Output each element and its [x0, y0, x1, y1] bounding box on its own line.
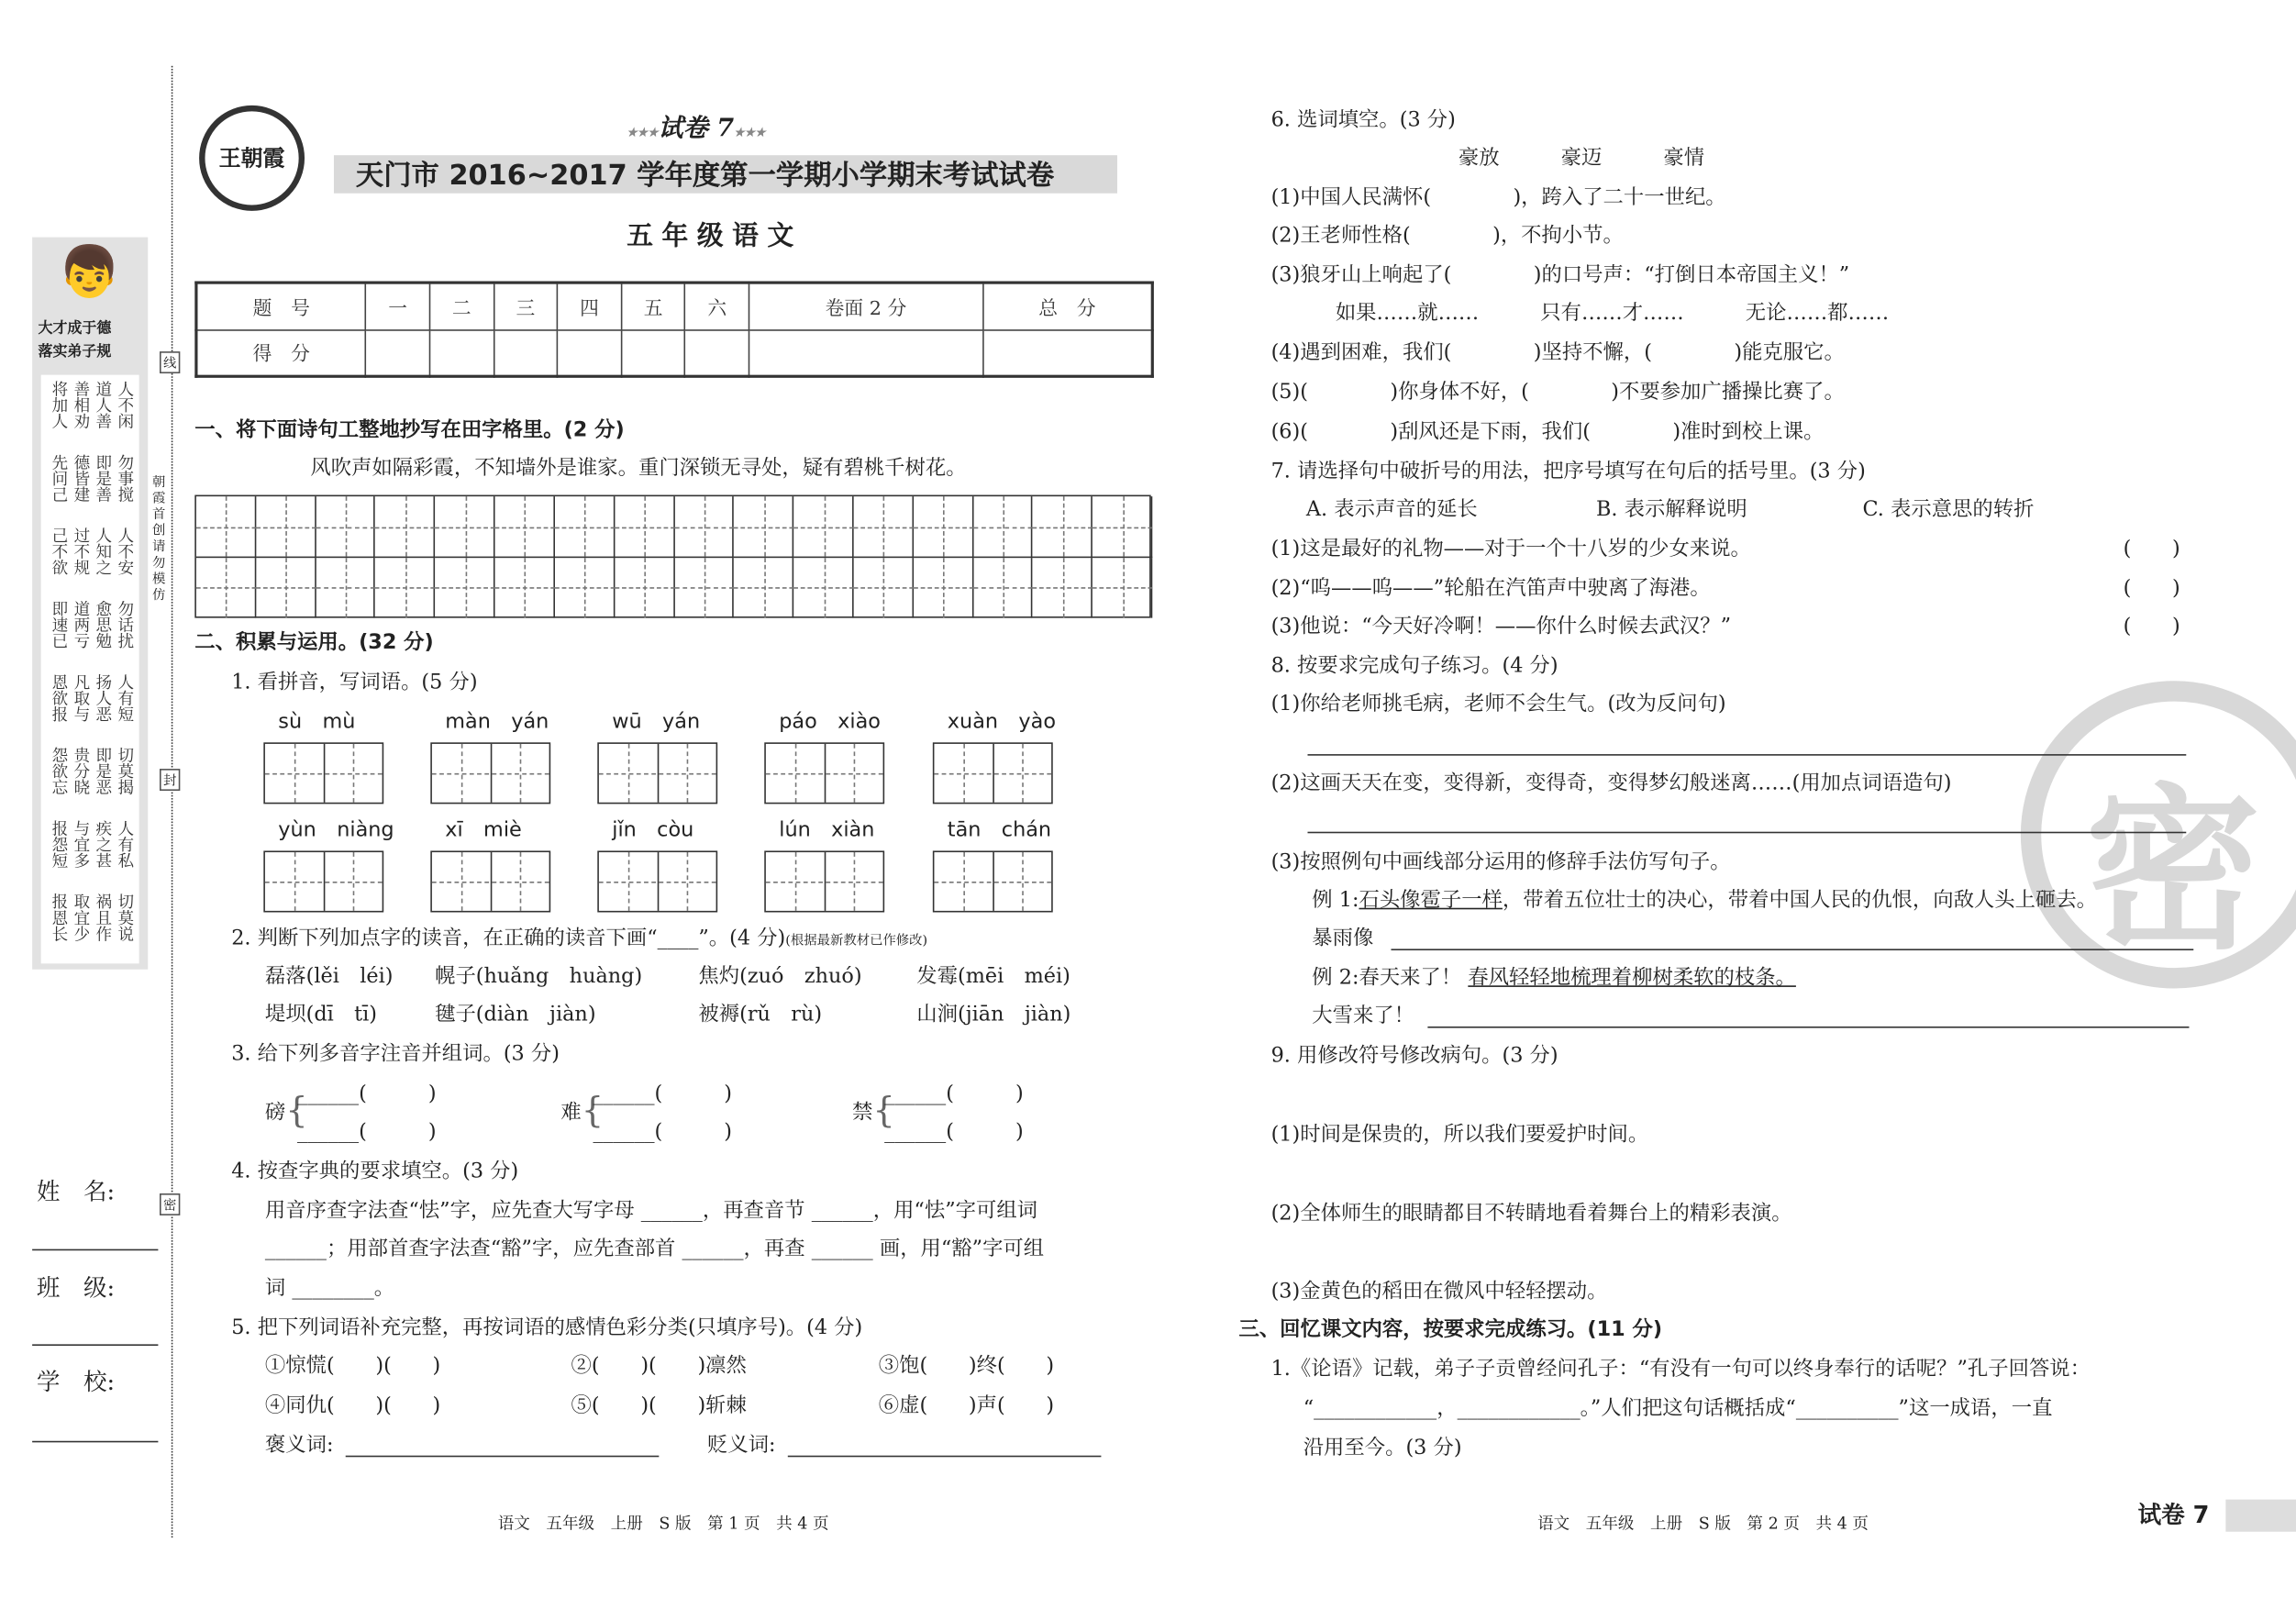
grid-guide [615, 587, 674, 589]
verse-column: 愈思勉 [94, 600, 113, 649]
pinyin-answer-box[interactable] [597, 850, 717, 912]
verse-column: 恩欲报 [50, 673, 70, 722]
grid-guide [599, 882, 716, 883]
exam-subtitle: 五年级语文 [627, 221, 803, 252]
polyphone-answer-2[interactable]: ______( ) [593, 1120, 733, 1144]
pinyin-answer-box[interactable] [933, 850, 1053, 912]
q2-item[interactable]: 毽子(diàn jiàn) [435, 1003, 596, 1027]
q2-item[interactable]: 山涧(jiān jiàn) [916, 1003, 1071, 1027]
score-cell[interactable] [685, 329, 749, 376]
binding-tag-mi: 密 [160, 1193, 180, 1215]
pinyin-label: màn yán [445, 710, 549, 734]
score-cell[interactable] [621, 329, 685, 376]
grid-guide [495, 527, 555, 528]
example-2 [1312, 965, 1796, 992]
paper-number-tag [2094, 1500, 2296, 1532]
grid-guide [914, 527, 973, 528]
sidebar-motto-panel [32, 238, 148, 970]
verse-column: 道人善 [94, 381, 113, 429]
score-cell[interactable] [429, 329, 494, 376]
example-1-underlined: 石头像雹子一样 [1359, 888, 1503, 913]
q2-item[interactable]: 发霉(mēi méi) [916, 964, 1070, 989]
example-2-prompt: 大雪来了！ [1312, 1004, 1415, 1028]
pinyin-label: xuàn yào [947, 710, 1057, 734]
grid-guide [1093, 527, 1152, 528]
grid-guide [934, 882, 1051, 883]
verse-block [47, 820, 135, 884]
grid-guide [432, 882, 549, 883]
score-column-header: 三 [494, 283, 558, 329]
grid-guide [674, 527, 734, 528]
q2-item[interactable]: 焦灼(zuó zhuó) [698, 964, 862, 989]
q9-item-3[interactable]: (3)金黄色的稻田在微风中轻轻摆动。 [1270, 1280, 1608, 1304]
verse-block [47, 454, 135, 518]
verse-column: 勿事搅 [116, 453, 135, 503]
verse-column: 报怨短 [50, 819, 70, 869]
s3-q1-line-3: 沿用至今。(3 分) [1303, 1436, 1462, 1460]
grid-guide [854, 587, 914, 589]
score-cell[interactable] [494, 329, 558, 376]
grid-guide [973, 587, 1033, 589]
example-2-underlined: 春风轻轻地梳理着柳树柔软的枝条。 [1468, 966, 1796, 991]
grid-guide [256, 527, 316, 528]
q2-item[interactable]: 被褥(rǔ rù) [698, 1003, 823, 1027]
polyphone-answer-2[interactable]: ______( ) [884, 1120, 1024, 1144]
q4-line-3[interactable]: 词 ________。 [264, 1276, 395, 1301]
star-icon: ★★★ [734, 124, 766, 139]
pinyin-answer-box[interactable] [764, 850, 884, 912]
verse-column: 切莫揭 [116, 747, 135, 795]
q5-item[interactable]: ⑥虚( )声( ) [878, 1393, 1055, 1418]
grid-guide [196, 587, 256, 589]
class-field[interactable] [32, 1344, 158, 1346]
polyphone-char: 难 [560, 1101, 582, 1125]
score-column-header: 一 [366, 283, 430, 329]
verse-column: 取宜少 [72, 893, 91, 942]
q2-text: 2. 判断下列加点字的读音，在正确的读音下画“____”。(4 分) [231, 927, 786, 950]
verse-column: 将加人 [50, 381, 70, 429]
grid-guide [1033, 587, 1093, 589]
score-cell[interactable] [558, 329, 622, 376]
q5-positive-field[interactable] [346, 1456, 660, 1458]
verse-block [47, 381, 135, 445]
q4-line-2[interactable]: ______；用部首查字法查“豁”字，应先查部首 ______，再查 ______ 画，用“豁”字可组 [264, 1237, 1045, 1261]
pinyin-label: wū yán [612, 710, 701, 734]
grid-guide [599, 773, 716, 775]
polyphone-char: 禁 [852, 1101, 873, 1125]
student-cartoon-icon: 👦 [58, 242, 121, 302]
example-1 [1312, 887, 2097, 914]
q3-title: 3. 给下列多音字注音并组词。(3 分) [231, 1042, 560, 1067]
score-cell[interactable] [749, 329, 983, 376]
pinyin-answer-box[interactable] [430, 742, 550, 804]
pinyin-answer-box[interactable] [764, 742, 884, 804]
grid-guide [914, 587, 973, 589]
q8-item-3: (3)按照例句中画线部分运用的修辞手法仿写句子。 [1270, 850, 1731, 874]
score-header-label: 题 号 [196, 283, 366, 329]
right-page-footer: 语文 五年级 上册 S 版 第 2 页 共 4 页 [1537, 1514, 1869, 1534]
pinyin-label: yùn niàng [278, 818, 394, 842]
brace-icon: { [872, 1089, 895, 1131]
score-table [194, 281, 1154, 377]
grid-guide [555, 527, 615, 528]
grid-guide [1093, 587, 1152, 589]
q4-title: 4. 按查字典的要求填空。(3 分) [231, 1160, 519, 1183]
star-icon: ★★★ [627, 124, 659, 139]
grid-guide [973, 527, 1033, 528]
grid-guide [265, 773, 383, 775]
example-1-rest: ，带着五位壮士的决心，带着中国人民的仇恨，向敌人头上砸去。 [1502, 888, 2098, 913]
pinyin-label: xī miè [445, 818, 522, 842]
q4-line-1[interactable]: 用音序查字法查“怯”字，应先查大写字母 ______，再查音节 ______，用“怯”字可组词 [264, 1199, 1038, 1223]
tag-bar [2225, 1500, 2296, 1532]
q8-item-2: (2)这画天天在变，变得新，变得奇，变得梦幻般迷离……(用加点词语造句) [1270, 771, 1952, 795]
example-1-answer[interactable] [1391, 949, 2193, 950]
school-label: 学 校: [36, 1367, 116, 1396]
verse-column: 即是恶 [94, 747, 113, 795]
pinyin-answer-box[interactable] [933, 742, 1053, 804]
verse-column: 扬人恶 [94, 673, 113, 722]
verse-block [47, 747, 135, 811]
verse-block [47, 527, 135, 592]
pinyin-answer-box[interactable] [430, 850, 550, 912]
verse-column: 贵分晓 [72, 747, 91, 795]
pinyin-answer-box[interactable] [263, 742, 383, 804]
q2-item[interactable]: 幌子(huǎng huàng) [435, 964, 643, 989]
q7-title: 7. 请选择句中破折号的用法，把序号填写在句后的括号里。(3 分) [1270, 460, 1866, 483]
grid-guide [375, 527, 435, 528]
pinyin-label: tān chán [947, 818, 1052, 842]
verse-column: 即是善 [94, 453, 113, 503]
binding-tag-xian: 线 [160, 351, 180, 373]
stamp-char: 密 [2085, 770, 2261, 974]
q5-item[interactable]: ①惊慌( )( ) [264, 1354, 441, 1379]
q9-title: 9. 用修改符号修改病句。(3 分) [1270, 1044, 1558, 1068]
q2-item[interactable]: 堤坝(dī tī) [264, 1003, 377, 1027]
motto-2: 落实弟子规 [38, 344, 112, 361]
poem-text: 风吹声如隔彩霞，不知墙外是谁家。重门深锁无寻处，疑有碧桃千树花。 [310, 457, 967, 481]
pinyin-answer-box[interactable] [597, 742, 717, 804]
grid-guide [436, 527, 495, 528]
name-label: 姓 名: [36, 1177, 116, 1205]
verse-column: 疾之甚 [94, 819, 113, 869]
score-column-header: 四 [558, 283, 622, 329]
q5-item[interactable]: ④同仇( )( ) [264, 1393, 441, 1418]
pinyin-answer-box[interactable] [263, 850, 383, 912]
binding-line [172, 66, 173, 1537]
q6-item-3[interactable]: (3)狼牙山上响起了( )的口号声：“打倒日本帝国主义！” [1270, 263, 1850, 287]
q6-title: 6. 选词填空。(3 分) [1270, 108, 1456, 132]
section-3-title: 三、回忆课文内容，按要求完成练习。(11 分) [1238, 1317, 1663, 1342]
q6-conjunction-bank: 如果……就…… 只有……才…… 无论……都…… [1335, 301, 1890, 326]
binding-tag-feng: 封 [160, 769, 180, 791]
verse-column: 与宜多 [72, 819, 91, 869]
school-field[interactable] [32, 1441, 158, 1443]
verse-column: 善相劝 [72, 381, 91, 429]
class-label: 班 级: [36, 1273, 116, 1303]
verse-block [47, 673, 135, 738]
polyphone-answer-1[interactable]: ______( ) [297, 1082, 437, 1106]
grid-guide [734, 587, 793, 589]
grid-guide [316, 527, 375, 528]
q8-answer-1[interactable] [1307, 754, 2186, 756]
section-2-title: 二、积累与运用。(32 分) [194, 631, 434, 655]
tag-text: 试卷 7 [2137, 1501, 2210, 1529]
q6-item-6[interactable]: (6)( )刮风还是下雨，我们( )准时到校上课。 [1270, 420, 1825, 444]
polyphone-answer-2[interactable]: ______( ) [297, 1120, 437, 1144]
pinyin-label: jǐn còu [612, 818, 694, 842]
q5-negative-label: 贬义词: [707, 1433, 776, 1458]
verse-column: 勿话扰 [116, 600, 135, 649]
score-column-header: 六 [685, 283, 749, 329]
score-cell[interactable] [366, 329, 430, 376]
verse-column: 报恩长 [50, 893, 70, 942]
grid-guide [766, 882, 883, 883]
pinyin-label: páo xiào [779, 710, 881, 734]
score-column-header: 总 分 [982, 283, 1152, 329]
q7-answer-1[interactable]: ( ) [2123, 537, 2180, 561]
s3-q1-line-1: 1.《论语》记载，弟子子贡曾经问孔子：“有没有一句可以终身奉行的话呢？”孔子回答说： [1270, 1357, 2091, 1382]
grid-guide [495, 587, 555, 589]
grid-guide [555, 587, 615, 589]
s3-q1-line-2[interactable]: “____________，____________。”人们把这句话概括成“__________”这一成语，一直 [1303, 1396, 2053, 1421]
verse-column: 祸且作 [94, 893, 113, 942]
q5-item[interactable]: ②( )( )凛然 [571, 1354, 747, 1379]
grid-guide [934, 773, 1051, 775]
series-label [627, 116, 765, 145]
binding-notice: 朝霞首创 请勿模仿 [152, 475, 179, 604]
q5-item[interactable]: ③饱( )终( ) [878, 1354, 1055, 1379]
q7-answer-3[interactable]: ( ) [2123, 615, 2180, 638]
grid-guide [766, 773, 883, 775]
q2-title [231, 926, 927, 955]
verse-column: 人不安 [116, 527, 135, 576]
example-1-prompt: 暴雨像 [1312, 927, 1374, 950]
verse-column: 人不闲 [116, 381, 135, 429]
example-2-answer[interactable] [1427, 1026, 2189, 1028]
q7-answer-2[interactable]: ( ) [2123, 576, 2180, 601]
q7-item-2: (2)“呜——呜——”轮船在汽笛声中驶离了海港。 [1270, 576, 1711, 601]
verse-column: 德皆建 [72, 453, 91, 503]
brand-logo: 王朝霞 [199, 105, 305, 211]
dizigui-verses [41, 375, 139, 964]
verse-column: 凡取与 [72, 673, 91, 722]
q7-option-b: B. 表示解释说明 [1595, 497, 1747, 522]
q7-option-a: A. 表示声音的延长 [1305, 497, 1478, 522]
verse-column: 己不欲 [50, 527, 70, 576]
verse-column: 先问己 [50, 453, 70, 503]
q5-title: 5. 把下列词语补充完整，再按词语的感情色彩分类(只填序号)。(4 分) [231, 1316, 863, 1340]
verse-column: 怨欲忘 [50, 747, 70, 795]
q6-item-2[interactable]: (2)王老师性格( )，不拘小节。 [1270, 224, 1624, 248]
left-page-footer: 语文 五年级 上册 S 版 第 1 页 共 4 页 [497, 1514, 829, 1534]
score-column-header: 二 [429, 283, 494, 329]
grid-guide [196, 527, 256, 528]
pinyin-label: sù mù [278, 710, 356, 734]
grid-guide [1033, 527, 1093, 528]
grid-guide [256, 587, 316, 589]
secret-stamp-watermark [2021, 681, 2296, 988]
verse-block [47, 893, 135, 958]
verse-column: 人有私 [116, 819, 135, 869]
verse-block [47, 600, 135, 664]
example-2-label: 例 2:春天来了！ [1312, 966, 1462, 991]
polyphone-answer-1[interactable]: ______( ) [593, 1082, 733, 1106]
verse-column: 人知之 [94, 527, 113, 576]
polyphone-answer-1[interactable]: ______( ) [884, 1082, 1024, 1106]
pinyin-label: lún xiàn [779, 818, 875, 842]
verse-column: 切莫说 [116, 893, 135, 942]
q6-word-bank: 豪放 豪迈 豪情 [1458, 146, 1705, 171]
polyphone-char: 磅 [264, 1101, 286, 1125]
q6-item-1[interactable]: (1)中国人民满怀( )，跨入了二十一世纪。 [1270, 185, 1726, 210]
grid-guide [375, 587, 435, 589]
brace-icon: { [581, 1089, 605, 1131]
verse-column: 过不规 [72, 527, 91, 576]
q2-item[interactable]: 磊落(lěi léi) [264, 964, 394, 989]
q5-item[interactable]: ⑤( )( )斩棘 [571, 1393, 747, 1418]
example-1-label: 例 1: [1312, 888, 1359, 913]
series-text: 试卷 7 [658, 114, 735, 144]
exam-title: 天门市 2016~2017 学年度第一学期小学期末考试试卷 [355, 159, 1055, 193]
motto-1: 大才成于德 [38, 320, 112, 338]
grid-guide [265, 882, 383, 883]
q6-item-4[interactable]: (4)遇到困难，我们( )坚持不懈，( )能克服它。 [1270, 340, 1845, 365]
verse-column: 道两亏 [72, 600, 91, 649]
verse-column: 即速已 [50, 600, 70, 649]
brace-icon: { [285, 1089, 308, 1131]
score-column-header: 卷面 2 分 [749, 283, 983, 329]
q7-item-3: (3)他说：“今天好冷啊！——你什么时候去武汉？” [1270, 615, 1732, 638]
q2-note: (根据最新教材已作修改) [785, 934, 928, 949]
score-column-header: 五 [621, 283, 685, 329]
score-cell[interactable] [982, 329, 1152, 376]
grid-guide [674, 587, 734, 589]
grid-guide [734, 527, 793, 528]
q8-item-1: (1)你给老师挑毛病，老师不会生气。(改为反问句) [1270, 693, 1726, 716]
score-row-label: 得 分 [196, 329, 366, 376]
q9-item-1[interactable]: (1)时间是保贵的，所以我们要爱护时间。 [1270, 1123, 1649, 1147]
q8-title: 8. 按要求完成句子练习。(4 分) [1270, 654, 1558, 679]
q8-answer-2[interactable] [1307, 832, 2186, 834]
grid-guide [854, 527, 914, 528]
tianzige-grid[interactable] [194, 495, 1150, 618]
grid-guide [436, 587, 495, 589]
section-1-title: 一、将下面诗句工整地抄写在田字格里。(2 分) [194, 418, 625, 443]
q7-item-1: (1)这是最好的礼物——对于一个十八岁的少女来说。 [1270, 537, 1751, 561]
grid-guide [316, 587, 375, 589]
q5-positive-label: 褒义词: [264, 1433, 334, 1458]
grid-guide [432, 773, 549, 775]
grid-guide [793, 527, 853, 528]
q9-item-2[interactable]: (2)全体师生的眼睛都目不转睛地看着舞台上的精彩表演。 [1270, 1202, 1792, 1226]
q5-negative-field[interactable] [788, 1456, 1102, 1458]
q7-option-c: C. 表示意思的转折 [1862, 497, 2035, 522]
grid-guide [793, 587, 853, 589]
name-field[interactable] [32, 1249, 158, 1251]
q1-title: 1. 看拼音，写词语。(5 分) [231, 671, 478, 694]
grid-guide [615, 527, 674, 528]
verse-column: 人有短 [116, 673, 135, 722]
q6-item-5[interactable]: (5)( )你身体不好，( )不要参加广播操比赛了。 [1270, 381, 1845, 405]
